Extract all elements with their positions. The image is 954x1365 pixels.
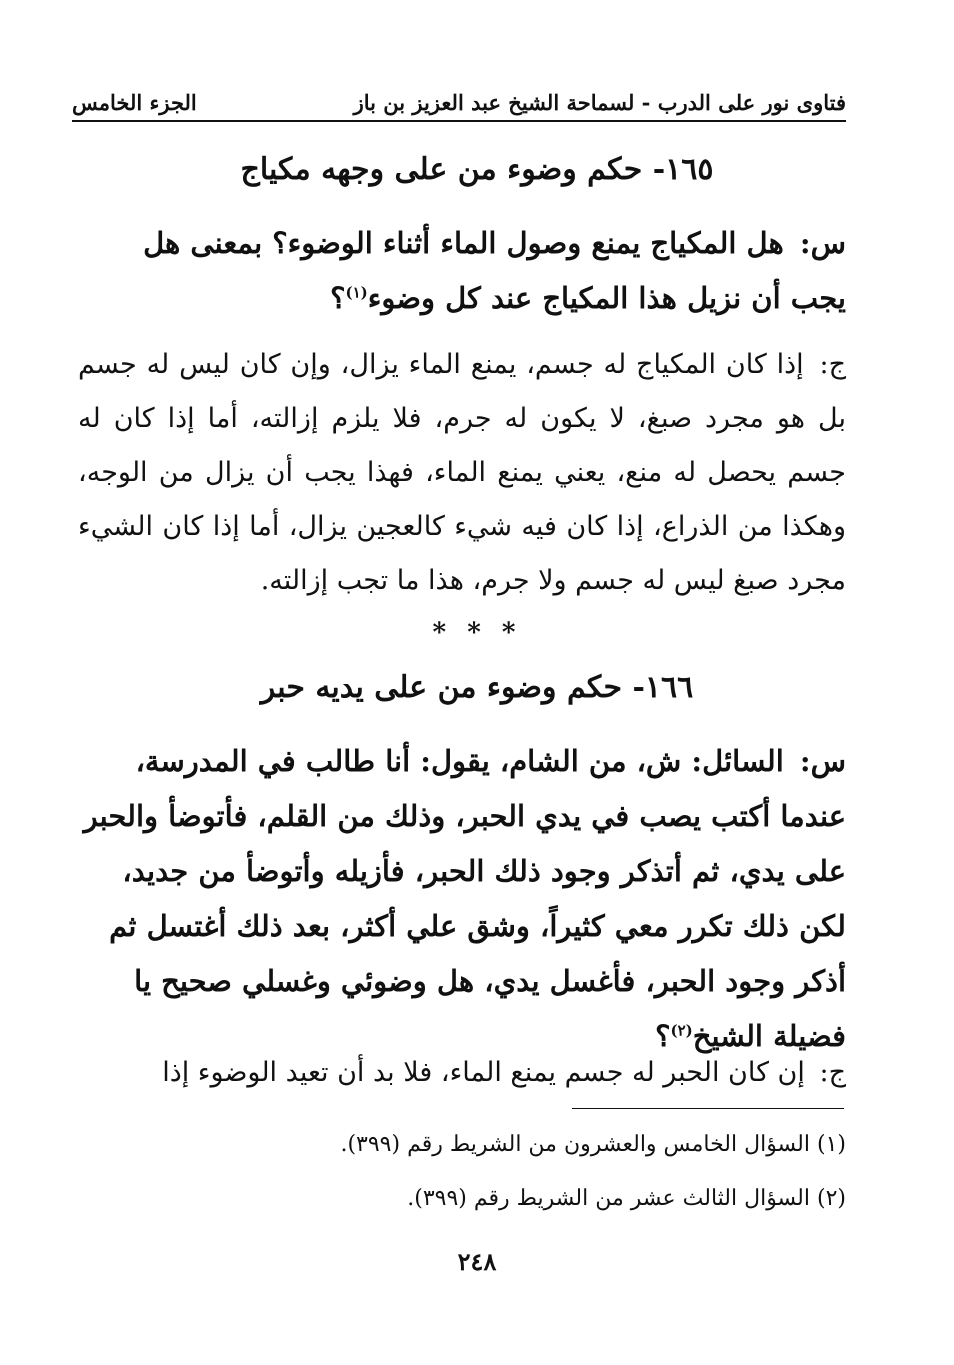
footnote-ref-2: (٢) — [670, 1021, 693, 1040]
answer-text: إذا كان المكياج له جسم، يمنع الماء يزال، وإن كان ليس له جسم بل هو مجرد صبغ، لا يكون له جرم، فلا يلزم إزالته، أما إذا كان له جسم يحصل له منع، يعني يمنع الماء، فهذا يجب أن يزال من الوجه، وهكذا من الذراع، إذا كان فيه شيء كالعجين يزال، أما إذا كان الشيء مجرد صبغ ليس له جسم ولا جرم، هذا ما تجب إزالته. — [78, 349, 846, 596]
running-header — [72, 88, 846, 122]
footnote-2: (٢) السؤال الثالث عشر من الشريط رقم (٣٩٩). — [407, 1186, 846, 1211]
section-title-166: ١٦٦- حكم وضوء من على يديه حبر — [260, 670, 694, 705]
footnote-ref-1: (١) — [345, 283, 368, 302]
answer-label: ج: — [819, 1057, 846, 1088]
header-volume: الجزء الخامس — [72, 90, 197, 115]
question-end-mark: ؟ — [655, 1019, 671, 1053]
section-separator: * * * — [432, 618, 522, 648]
question-165 — [78, 216, 846, 326]
question-label: س: — [799, 744, 846, 778]
answer-text: إن كان الحبر له جسم يمنع الماء، فلا بد أن تعيد الوضوء إذا — [162, 1057, 805, 1088]
question-text: السائل: ش، من الشام، يقول: أنا طالب في المدرسة، عندما أكتب يصب في يدي الحبر، وذلك من القلم، فأتوضأ والحبر على يدي، ثم أتذكر وجود ذلك الحبر، فأزيله وأتوضأ من جديد، لكن ذلك تكرر معي كثيراً، وشق علي أكثر، بعد ذلك أغتسل ثم أذكر وجود الحبر، فأغسل يدي، هل وضوئي وغسلي صحيح يا فضيلة الشيخ — [83, 744, 846, 1053]
answer-165 — [78, 338, 846, 608]
footnotes — [78, 1118, 846, 1226]
question-text: هل المكياج يمنع وصول الماء أثناء الوضوء؟ بمعنى هل يجب أن نزيل هذا المكياج عند كل وضوء — [143, 226, 846, 315]
question-166 — [78, 734, 846, 1064]
answer-166 — [78, 1046, 846, 1100]
footnote-1: (١) السؤال الخامس والعشرون من الشريط رقم (٣٩٩). — [340, 1132, 846, 1157]
header-series-title: فتاوى نور على الدرب - لسماحة الشيخ عبد العزيز بن باز — [353, 90, 846, 115]
page-number: ٢٤٨ — [457, 1247, 497, 1276]
answer-label: ج: — [819, 349, 846, 380]
question-end-mark: ؟ — [330, 281, 346, 315]
section-title-165: ١٦٥- حكم وضوء من على وجهه مكياج — [240, 152, 714, 187]
question-label: س: — [799, 226, 846, 260]
footnote-divider — [572, 1108, 844, 1109]
